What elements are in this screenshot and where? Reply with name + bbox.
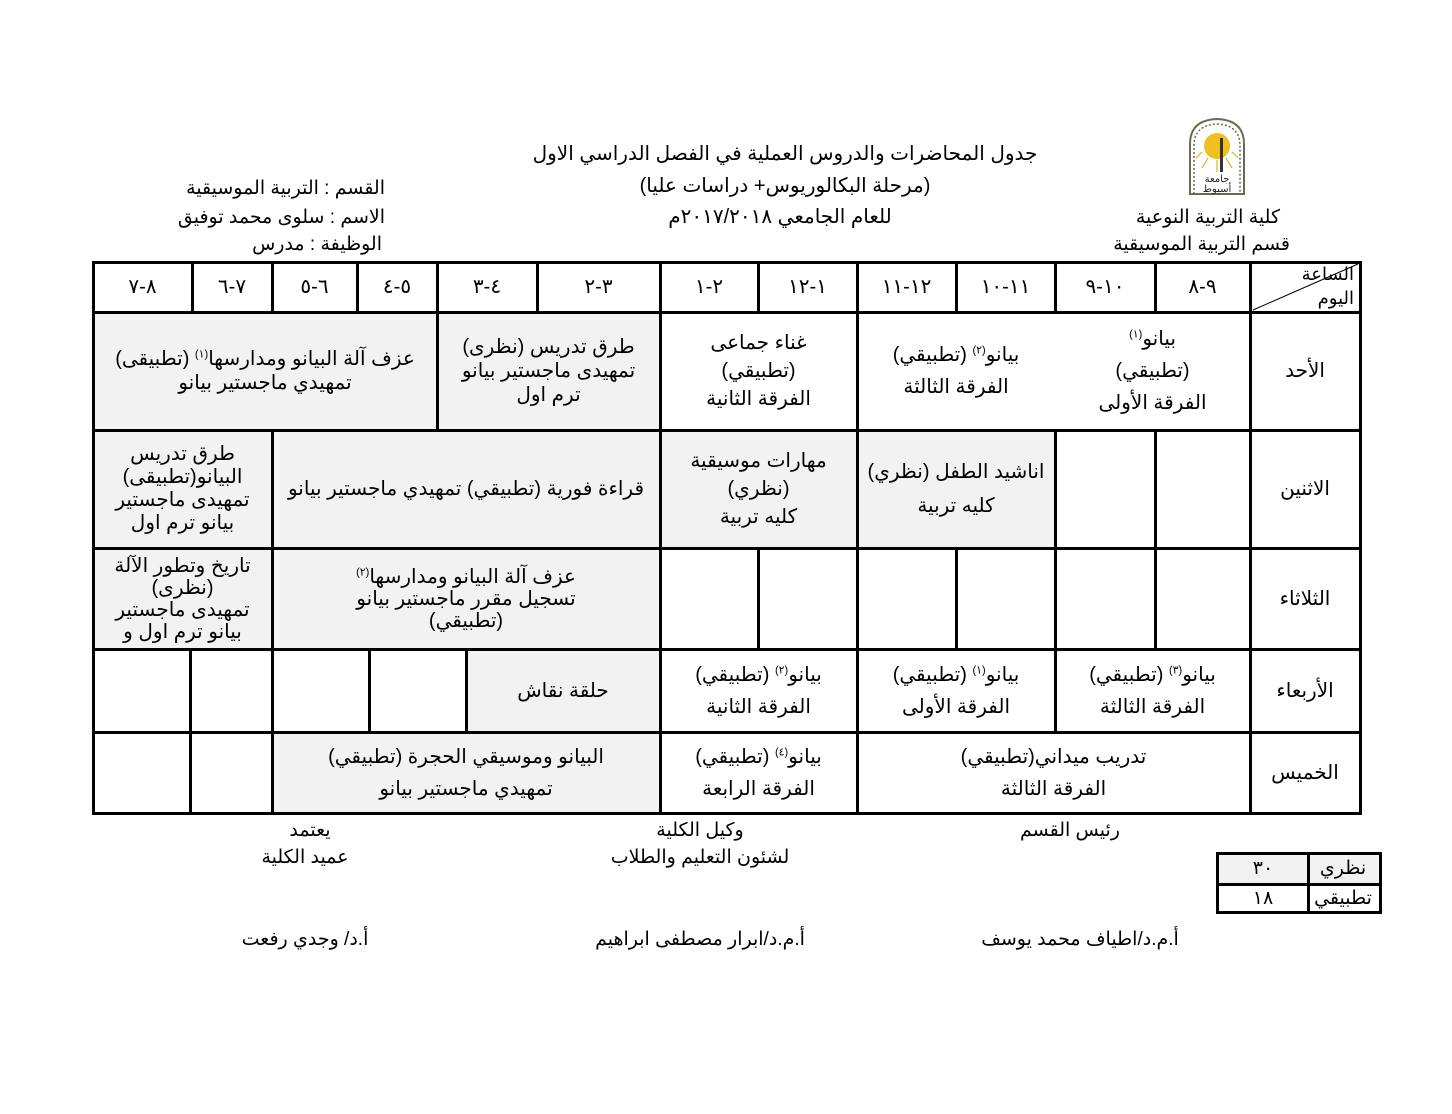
info-job: الوظيفة : مدرس (252, 234, 382, 255)
class-cell: تاريخ وتطور الآلة (نظرى) تمهيدى ماجستير بيانو ترم اول و (93, 548, 272, 649)
time-slot: ٦-٥ (300, 276, 329, 298)
time-slot: ١٠-٩ (1085, 276, 1125, 298)
university-logo (1186, 116, 1248, 196)
tally-practical-value: ١٨ (1252, 888, 1274, 909)
academic-year: للعام الجامعي ٢٠١٧/٢٠١٨م (668, 206, 892, 228)
grid-line (1249, 261, 1252, 815)
grid-line (271, 261, 274, 313)
dean-name: أ.د/ وجدي رفعت (241, 929, 369, 950)
class-cell: طرق تدريس البيانو(تطبيقى) تمهيدى ماجستير بيانو ترم اول (93, 430, 272, 548)
class-cell: طرق تدريس (نظرى) تمهيدى ماجستير بيانو ترم اول (437, 312, 660, 430)
tally-divider (1307, 855, 1310, 911)
grid-line (189, 648, 192, 814)
class-cell: بيانو$^{(٣)}$ (تطبيقي) الفرقة الثالثة (1089, 663, 1216, 718)
hours-tally (1216, 852, 1382, 914)
class-cell: البيانو وموسيقي الحجرة (تطبيقي) تمهيدي ماجستير بيانو (272, 732, 660, 814)
time-slot: ١-١٢ (788, 276, 827, 298)
grid-line (757, 547, 760, 649)
page-title: جدول المحاضرات والدروس العملية في الفصل الدراسي الاول (532, 143, 1038, 165)
day-wednesday: الأربعاء (1276, 679, 1334, 702)
grid-line (92, 648, 1362, 651)
grid-line (1054, 261, 1057, 313)
corner-hour-label: الساعة (1301, 264, 1354, 284)
day-tuesday: الثلاثاء (1279, 587, 1331, 610)
grid-line (1154, 261, 1157, 313)
class-cell: بيانو$^{(١)}$ (تطبيقي) الفرقة الأولى (892, 663, 1020, 718)
class-cell: اناشيد الطفل (نظري) كليه تربية (857, 430, 1055, 548)
time-slot: ٩-٨ (1188, 276, 1217, 298)
grid-line (955, 547, 958, 649)
faculty-name: كلية التربية النوعية (1135, 207, 1280, 228)
time-slot: ٣-٢ (584, 276, 613, 298)
class-cell: مهارات موسيقية (نظري) كليه تربية (660, 430, 857, 548)
class-cell: قراءة فورية (تطبيقي) تمهيدي ماجستير بيانو (272, 430, 660, 548)
grid-line (955, 261, 958, 313)
head-of-department-title: رئيس القسم (1020, 820, 1120, 841)
department-name: قسم التربية الموسيقية (1113, 234, 1290, 255)
grid-line (92, 547, 1362, 550)
tally-theory-label: نظري (1319, 858, 1367, 879)
tally-practical-label: تطبيقي (1314, 888, 1372, 909)
grid-line (271, 648, 274, 814)
time-slot: ٥-٤ (382, 276, 412, 298)
class-cell: بيانو$^{(٢)}$ (تطبيقي) الفرقة الثالثة (892, 344, 1020, 398)
grid-line (92, 812, 1362, 815)
dean-title: عميد الكلية (261, 847, 349, 868)
info-name: الاسم : سلوى محمد توفيق (177, 207, 385, 228)
grid-line (856, 261, 859, 815)
grid-line (1154, 429, 1157, 649)
tally-row-practical (1219, 885, 1379, 913)
svg-text:جامعة: جامعة (1204, 174, 1230, 185)
time-slot: ١٢-١١ (881, 276, 932, 298)
grid-line (436, 261, 439, 431)
corner-cell (1250, 262, 1360, 312)
grid-line (271, 429, 274, 649)
vice-dean-title: وكيل الكلية (656, 820, 744, 841)
grid-line (536, 261, 539, 313)
info-department: القسم : التربية الموسيقية (186, 178, 385, 199)
svg-text:أسيوط: أسيوط (1202, 184, 1232, 195)
class-cell: بيانو$^{(٢)}$ (تطبيقي) الفرقة الثانية (695, 663, 822, 718)
time-slot: ٧-٦ (217, 276, 247, 298)
grid-line (368, 648, 371, 732)
grid-line (356, 261, 359, 313)
class-cell: حلقة نقاش (466, 649, 660, 732)
class-cell: بيانو$^{(٤)}$ (تطبيقي) الفرقة الرابعة (695, 746, 822, 800)
grid-line (92, 261, 1362, 264)
vice-dean-name: أ.م.د/ابرار مصطفى ابراهيم (595, 929, 805, 950)
grid-line (92, 731, 1362, 734)
time-slot: ٤-٣ (472, 276, 502, 298)
vice-dean-subtitle: لشئون التعليم والطلاب (610, 847, 790, 868)
day-monday: الاثنين (1280, 478, 1330, 500)
page-subtitle: (مرحلة البكالوريوس+ دراسات عليا) (639, 175, 931, 197)
day-thursday: الخميس (1271, 762, 1339, 784)
grid-line (659, 261, 662, 815)
grid-line (1054, 429, 1057, 732)
class-cell: عزف آلة البيانو ومدارسها$^{(٢)}$ تسجيل مقرر ماجستير بيانو (تطبيقي) (272, 548, 660, 649)
time-slot: ٨-٧ (128, 276, 157, 298)
grid-line (92, 311, 1362, 314)
class-cell: تدريب ميداني(تطبيقي) الفرقة الثالثة (960, 746, 1147, 800)
approval-label: يعتمد (289, 820, 331, 841)
time-slot: ١١-١٠ (980, 276, 1031, 298)
tally-theory-value: ٣٠ (1252, 858, 1274, 879)
head-of-department-name: أ.م.د/اطياف محمد يوسف (981, 929, 1179, 950)
class-cell: عزف آلة البيانو ومدارسها$^{(١)}$ (تطبيقى) تمهيدي ماجستير بيانو (93, 312, 437, 430)
grid-line (191, 261, 194, 313)
corner-day-label: اليوم (1317, 288, 1354, 308)
grid-line (757, 261, 760, 313)
grid-line (92, 429, 1362, 432)
class-cell: بيانو$^{(١)}$ (تطبيقي) الفرقة الأولى (1098, 328, 1207, 414)
class-cell: غناء جماعى (تطبيقي) الفرقة الثانية (706, 332, 811, 410)
day-sunday: الأحد (1285, 360, 1325, 382)
tally-row-theory (1219, 855, 1379, 886)
time-slot: ٢-١ (694, 276, 724, 298)
grid-line (465, 648, 468, 732)
